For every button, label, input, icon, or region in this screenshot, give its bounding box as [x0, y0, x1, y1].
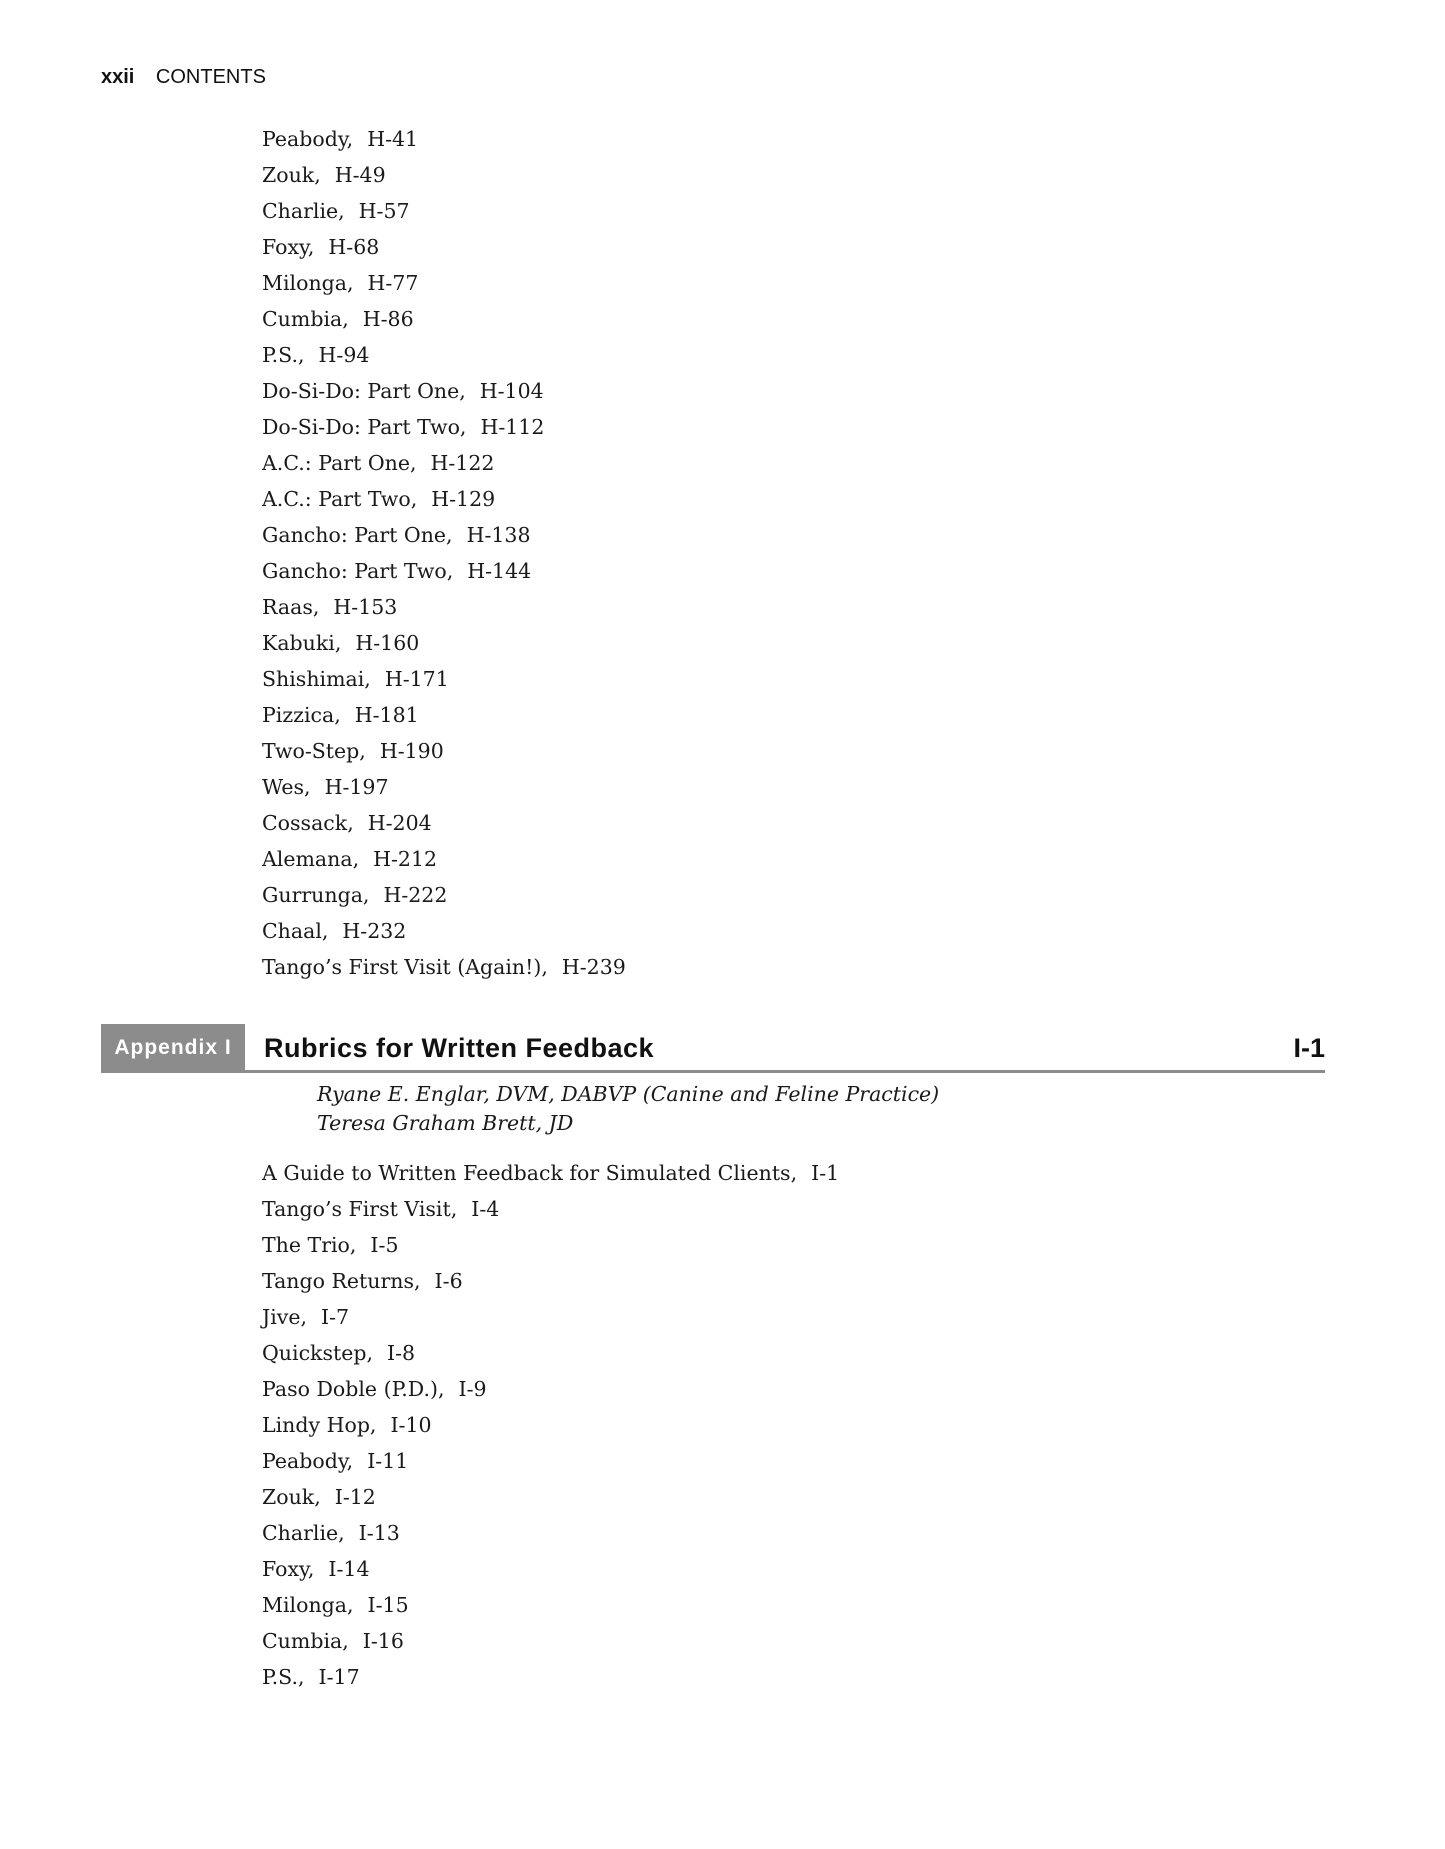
- toc-entry-title: Tango’s First Visit,: [262, 1197, 458, 1221]
- toc-entry[interactable]: [262, 301, 626, 337]
- toc-entry-title: Foxy,: [262, 235, 315, 259]
- toc-entry-page: I-9: [458, 1377, 487, 1401]
- toc-entry[interactable]: [262, 265, 626, 301]
- appendix-authors: [317, 1080, 939, 1138]
- appendix-page-number: I-1: [1293, 1033, 1325, 1063]
- toc-entry-title: A.C.: Part Two,: [262, 487, 418, 511]
- toc-entry-title: Charlie,: [262, 1521, 345, 1545]
- toc-entry[interactable]: [262, 229, 626, 265]
- appendix-i-entry-list: [262, 1155, 839, 1695]
- author-line: Teresa Graham Brett, JD: [317, 1111, 574, 1135]
- toc-entry-page: H-104: [479, 379, 544, 403]
- toc-entry-title: Raas,: [262, 595, 320, 619]
- toc-entry-page: H-68: [328, 235, 380, 259]
- toc-entry[interactable]: [262, 913, 626, 949]
- toc-entry-page: I-12: [334, 1485, 376, 1509]
- toc-entry-title: Chaal,: [262, 919, 329, 943]
- toc-entry[interactable]: [262, 1407, 839, 1443]
- toc-entry-title: P.S.,: [262, 343, 305, 367]
- toc-entry-page: I-11: [367, 1449, 409, 1473]
- toc-entry-page: I-6: [434, 1269, 463, 1293]
- appendix-label-tab: Appendix I: [101, 1024, 245, 1072]
- appendix-h-entry-list: [262, 121, 626, 985]
- toc-entry-title: Shishimai,: [262, 667, 371, 691]
- toc-entry-page: H-86: [362, 307, 414, 331]
- toc-entry[interactable]: [262, 1623, 839, 1659]
- toc-entry-page: I-10: [390, 1413, 432, 1437]
- toc-entry-page: H-232: [342, 919, 407, 943]
- toc-entry-title: Charlie,: [262, 199, 345, 223]
- toc-entry-title: Peabody,: [262, 127, 354, 151]
- toc-entry-page: H-181: [354, 703, 419, 727]
- toc-entry[interactable]: [262, 697, 626, 733]
- toc-entry[interactable]: [262, 1443, 839, 1479]
- toc-entry[interactable]: [262, 193, 626, 229]
- toc-entry-title: Two-Step,: [262, 739, 366, 763]
- toc-entry-page: H-57: [358, 199, 410, 223]
- toc-entry-title: Paso Doble (P.D.),: [262, 1377, 445, 1401]
- toc-entry-page: H-197: [324, 775, 389, 799]
- toc-entry[interactable]: [262, 841, 626, 877]
- toc-entry-title: Milonga,: [262, 1593, 354, 1617]
- toc-entry-page: H-204: [367, 811, 432, 835]
- toc-entry[interactable]: [262, 1263, 839, 1299]
- toc-entry-title: Zouk,: [262, 1485, 321, 1509]
- appendix-title[interactable]: Rubrics for Written Feedback: [264, 1033, 655, 1063]
- toc-entry-page: H-122: [430, 451, 495, 475]
- toc-entry[interactable]: [262, 877, 626, 913]
- toc-entry[interactable]: [262, 589, 626, 625]
- toc-entry[interactable]: [262, 769, 626, 805]
- toc-entry-title: Cumbia,: [262, 307, 349, 331]
- toc-entry-page: H-41: [367, 127, 419, 151]
- page-folio: xxii: [101, 66, 135, 88]
- toc-entry-title: Gancho: Part One,: [262, 523, 453, 547]
- toc-entry-page: I-8: [387, 1341, 416, 1365]
- toc-entry-page: H-77: [367, 271, 419, 295]
- toc-entry[interactable]: [262, 949, 626, 985]
- toc-entry[interactable]: [262, 337, 626, 373]
- toc-entry-page: H-222: [383, 883, 448, 907]
- toc-entry-title: Pizzica,: [262, 703, 341, 727]
- toc-entry-page: I-14: [328, 1557, 370, 1581]
- toc-entry[interactable]: [262, 661, 626, 697]
- toc-entry-page: H-239: [561, 955, 626, 979]
- toc-entry[interactable]: [262, 1191, 839, 1227]
- toc-entry[interactable]: [262, 625, 626, 661]
- toc-entry-title: A.C.: Part One,: [262, 451, 417, 475]
- toc-entry-page: I-7: [321, 1305, 350, 1329]
- toc-entry[interactable]: [262, 1371, 839, 1407]
- toc-entry-title: Quickstep,: [262, 1341, 373, 1365]
- toc-entry-title: Peabody,: [262, 1449, 354, 1473]
- toc-entry-title: Tango’s First Visit (Again!),: [262, 955, 548, 979]
- appendix-heading-rule: [101, 1070, 1325, 1073]
- toc-entry-page: H-49: [334, 163, 386, 187]
- toc-entry[interactable]: [262, 1659, 839, 1695]
- running-head-section: CONTENTS: [155, 66, 266, 88]
- toc-entry-title: Gurrunga,: [262, 883, 370, 907]
- toc-entry-title: Gancho: Part Two,: [262, 559, 454, 583]
- toc-entry[interactable]: [262, 157, 626, 193]
- toc-entry-title: A Guide to Written Feedback for Simulated Clients,: [262, 1161, 798, 1185]
- toc-entry[interactable]: [262, 1587, 839, 1623]
- toc-entry-page: I-1: [811, 1161, 840, 1185]
- toc-entry[interactable]: [262, 517, 626, 553]
- toc-entry-page: H-138: [466, 523, 531, 547]
- toc-entry-page: I-17: [318, 1665, 360, 1689]
- toc-entry-title: Alemana,: [262, 847, 360, 871]
- toc-entry[interactable]: [262, 1155, 839, 1191]
- toc-entry[interactable]: [262, 445, 626, 481]
- toc-entry-title: Jive,: [262, 1305, 308, 1329]
- toc-entry-title: Kabuki,: [262, 631, 342, 655]
- toc-entry[interactable]: [262, 409, 626, 445]
- toc-entry[interactable]: [262, 481, 626, 517]
- author-line: Ryane E. Englar, DVM, DABVP (Canine and Feline Practice): [317, 1082, 940, 1106]
- toc-entry-page: I-13: [358, 1521, 400, 1545]
- toc-entry[interactable]: [262, 733, 626, 769]
- toc-entry[interactable]: [262, 121, 626, 157]
- toc-entry[interactable]: [262, 1227, 839, 1263]
- toc-entry[interactable]: [262, 1515, 839, 1551]
- toc-entry[interactable]: [262, 553, 626, 589]
- toc-entry-page: H-160: [355, 631, 420, 655]
- toc-entry-title: P.S.,: [262, 1665, 305, 1689]
- toc-entry-title: Lindy Hop,: [262, 1413, 377, 1437]
- toc-entry-page: H-129: [431, 487, 496, 511]
- toc-entry-page: I-4: [471, 1197, 500, 1221]
- toc-entry-title: Cossack,: [262, 811, 354, 835]
- toc-entry-page: I-16: [362, 1629, 404, 1653]
- toc-entry-title: Wes,: [262, 775, 311, 799]
- toc-entry-title: The Trio,: [262, 1233, 357, 1257]
- toc-entry[interactable]: [262, 1551, 839, 1587]
- toc-entry-page: H-153: [333, 595, 398, 619]
- toc-entry[interactable]: [262, 373, 626, 409]
- toc-entry[interactable]: [262, 1335, 839, 1371]
- toc-entry-title: Zouk,: [262, 163, 321, 187]
- toc-entry-title: Cumbia,: [262, 1629, 349, 1653]
- appendix-heading: [101, 1024, 1325, 1072]
- toc-entry-title: Tango Returns,: [262, 1269, 421, 1293]
- toc-entry-page: H-212: [373, 847, 438, 871]
- toc-entry-page: H-112: [480, 415, 545, 439]
- toc-entry-page: I-5: [370, 1233, 399, 1257]
- toc-entry[interactable]: [262, 1479, 839, 1515]
- toc-entry[interactable]: [262, 805, 626, 841]
- toc-entry-title: Do-Si-Do: Part Two,: [262, 415, 467, 439]
- toc-entry-title: Foxy,: [262, 1557, 315, 1581]
- toc-entry-page: I-15: [367, 1593, 409, 1617]
- toc-entry-page: H-94: [318, 343, 370, 367]
- toc-entry-page: H-171: [384, 667, 449, 691]
- toc-entry-title: Do-Si-Do: Part One,: [262, 379, 466, 403]
- toc-entry-page: H-190: [379, 739, 444, 763]
- running-head: [101, 66, 266, 89]
- toc-entry-page: H-144: [467, 559, 532, 583]
- toc-entry[interactable]: [262, 1299, 839, 1335]
- toc-entry-title: Milonga,: [262, 271, 354, 295]
